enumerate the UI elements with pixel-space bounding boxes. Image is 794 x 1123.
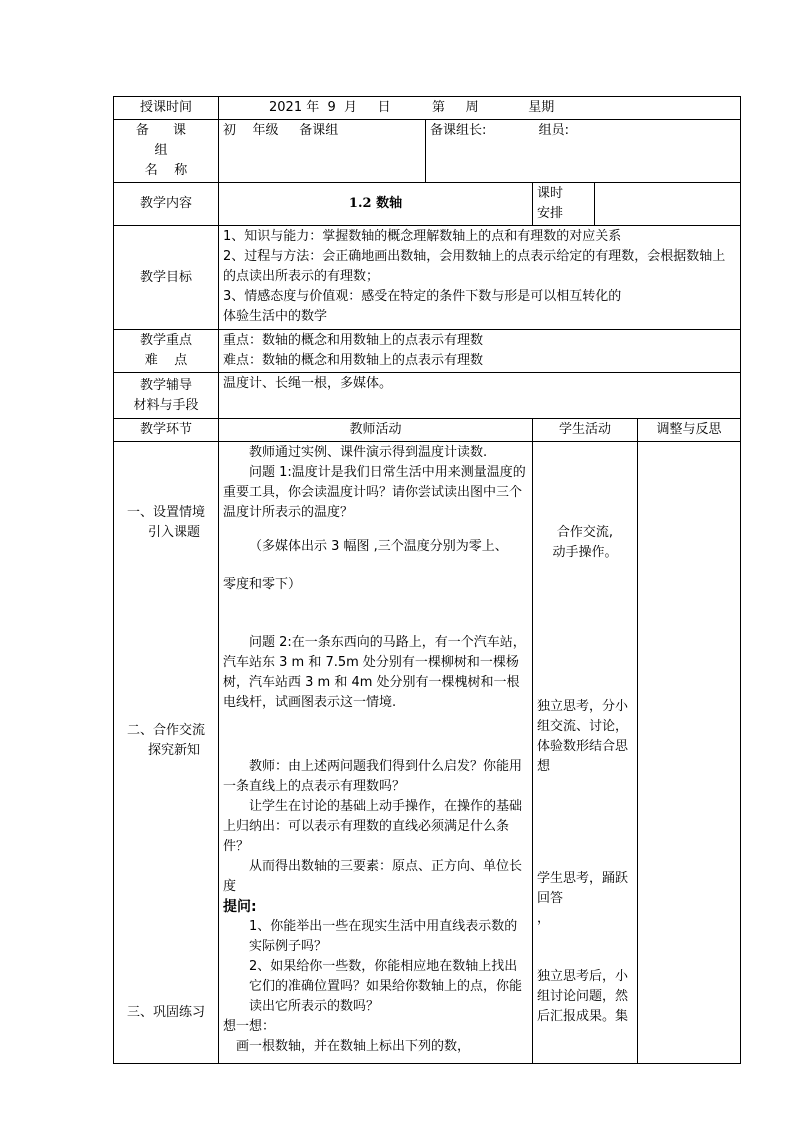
stage-3: 三、巩固练习	[126, 1005, 205, 1020]
student-a2: 独立思考，分小组交流、讨论，体验数形结合思想	[537, 699, 629, 774]
teacher-p6: 教师：由上述两问题我们得到什么启发？你能用一条直线上的点表示有理数吗？	[223, 759, 523, 794]
student-a3-comma: ，	[537, 911, 551, 926]
group-label-line1: 备 课 组	[135, 123, 197, 158]
group-label	[114, 120, 219, 183]
hours-value	[595, 183, 741, 226]
student-a3: 学生思考，踊跃回答	[537, 871, 629, 906]
lesson-plan-table	[113, 96, 741, 1064]
goals-content	[219, 226, 741, 330]
teacher-p7: 让学生在讨论的基础上动手操作，在操作的基础上归纳出：可以表示有理数的直线必须满足什么条件？	[223, 799, 523, 854]
goal-attitude-cont: 体验生活中的数学	[223, 309, 328, 324]
aids-label	[114, 373, 219, 419]
difficulty: 难点：数轴的概念和用数轴上的点表示有理数	[223, 353, 484, 368]
content-label: 教学内容	[114, 183, 219, 226]
goal-attitude: 3、情感态度与价值观：感受在特定的条件下数与形是可以相互转化的	[223, 289, 622, 304]
stage-2-line2: 探究新知	[148, 743, 201, 758]
reflection-column	[638, 442, 741, 1064]
hours-label-line1: 课时	[537, 186, 564, 201]
focus-content	[219, 330, 741, 373]
focus-label	[114, 330, 219, 373]
teacher-ask-heading: 提问:	[223, 899, 257, 915]
teacher-ask-q1: 1、你能举出一些在现实生活中用直线表示数的实际例子吗？	[249, 919, 518, 954]
focus-label-line2: 难 点	[144, 353, 188, 368]
stage-2-line1: 二、合作交流	[126, 723, 205, 738]
teacher-think: 想一想：	[223, 1019, 276, 1034]
goal-process: 2、过程与方法：会正确地画出数轴，会用数轴上的点表示给定的有理数，会根据数轴上的点读出所表示的有理数；	[223, 249, 726, 284]
teacher-p3: （多媒体出示 3 幅图 ,三个温度分别为零上、	[249, 539, 508, 554]
time-label: 授课时间	[114, 97, 219, 120]
aids-label-line1: 教学辅导	[139, 377, 192, 393]
teacher-draw: 画一根数轴，并在数轴上标出下列的数，	[236, 1039, 471, 1054]
stage-1-line1: 一、设置情境	[126, 505, 205, 520]
student-activity	[533, 442, 638, 1064]
aids-value: 温度计、长绳一根，多媒体。	[219, 373, 741, 419]
student-a4: 独立思考后，小组讨论问题，然后汇报成果。集	[537, 969, 629, 1024]
members-label: 组员:	[538, 123, 570, 138]
teacher-question-1: 问题 1:温度计是我们日常生活中用来测量温度的重要工具，你会读温度计吗？请你尝试读出图中三个温度计所表示的温度？	[223, 465, 526, 520]
goal-knowledge: 1、知识与能力：掌握数轴的概念理解数轴上的点和有理数的对应关系	[223, 229, 622, 244]
lesson-title: 1.2 数轴	[219, 183, 533, 226]
student-a1-line2: 动手操作。	[552, 545, 618, 560]
col-reflection-header: 调整与反思	[638, 419, 741, 442]
group-leader-members	[426, 120, 741, 183]
key-point: 重点：数轴的概念和用数轴上的点表示有理数	[223, 333, 484, 348]
aids-label-line2: 材料与手段	[133, 397, 199, 413]
teacher-question-2: 问题 2:在一条东西向的马路上，有一个汽车站，汽车站东 3 m 和 7.5m 处分别有一棵柳树和一棵杨树，汽车站西 3 m 和 4m 处分别有一棵槐树和一根电线杆，试画图表示这一情境.	[223, 635, 526, 710]
stage-column	[114, 442, 219, 1064]
teacher-p4: 零度和零下）	[223, 577, 302, 592]
col-teacher-header: 教师活动	[219, 419, 533, 442]
group-value: 初 年级 备课组	[219, 120, 426, 183]
hours-label-line2: 安排	[537, 206, 564, 221]
col-stage-header: 教学环节	[114, 419, 219, 442]
focus-label-line1: 教学重点	[139, 333, 192, 348]
teacher-ask-q2: 2、如果给你一些数，你能相应地在数轴上找出它们的准确位置吗？如果给你数轴上的点，你能读出它所表示的数吗？	[249, 959, 523, 1014]
stage-1-line2: 引入课题	[148, 525, 201, 540]
group-label-line2: 名 称	[144, 163, 188, 178]
hours-label	[533, 183, 595, 226]
teacher-activity	[219, 442, 533, 1064]
time-value: 2021 年 9 月 日 第 周 星期	[219, 97, 741, 120]
student-a1-line1: 合作交流,	[556, 525, 614, 540]
teacher-p1: 教师通过实例、课件演示得到温度计读数.	[249, 445, 488, 460]
col-student-header: 学生活动	[533, 419, 638, 442]
goals-label: 教学目标	[114, 226, 219, 330]
leader-label: 备课组长:	[430, 123, 487, 138]
teacher-p8: 从而得出数轴的三要素：原点、正方向、单位长度	[223, 859, 523, 894]
